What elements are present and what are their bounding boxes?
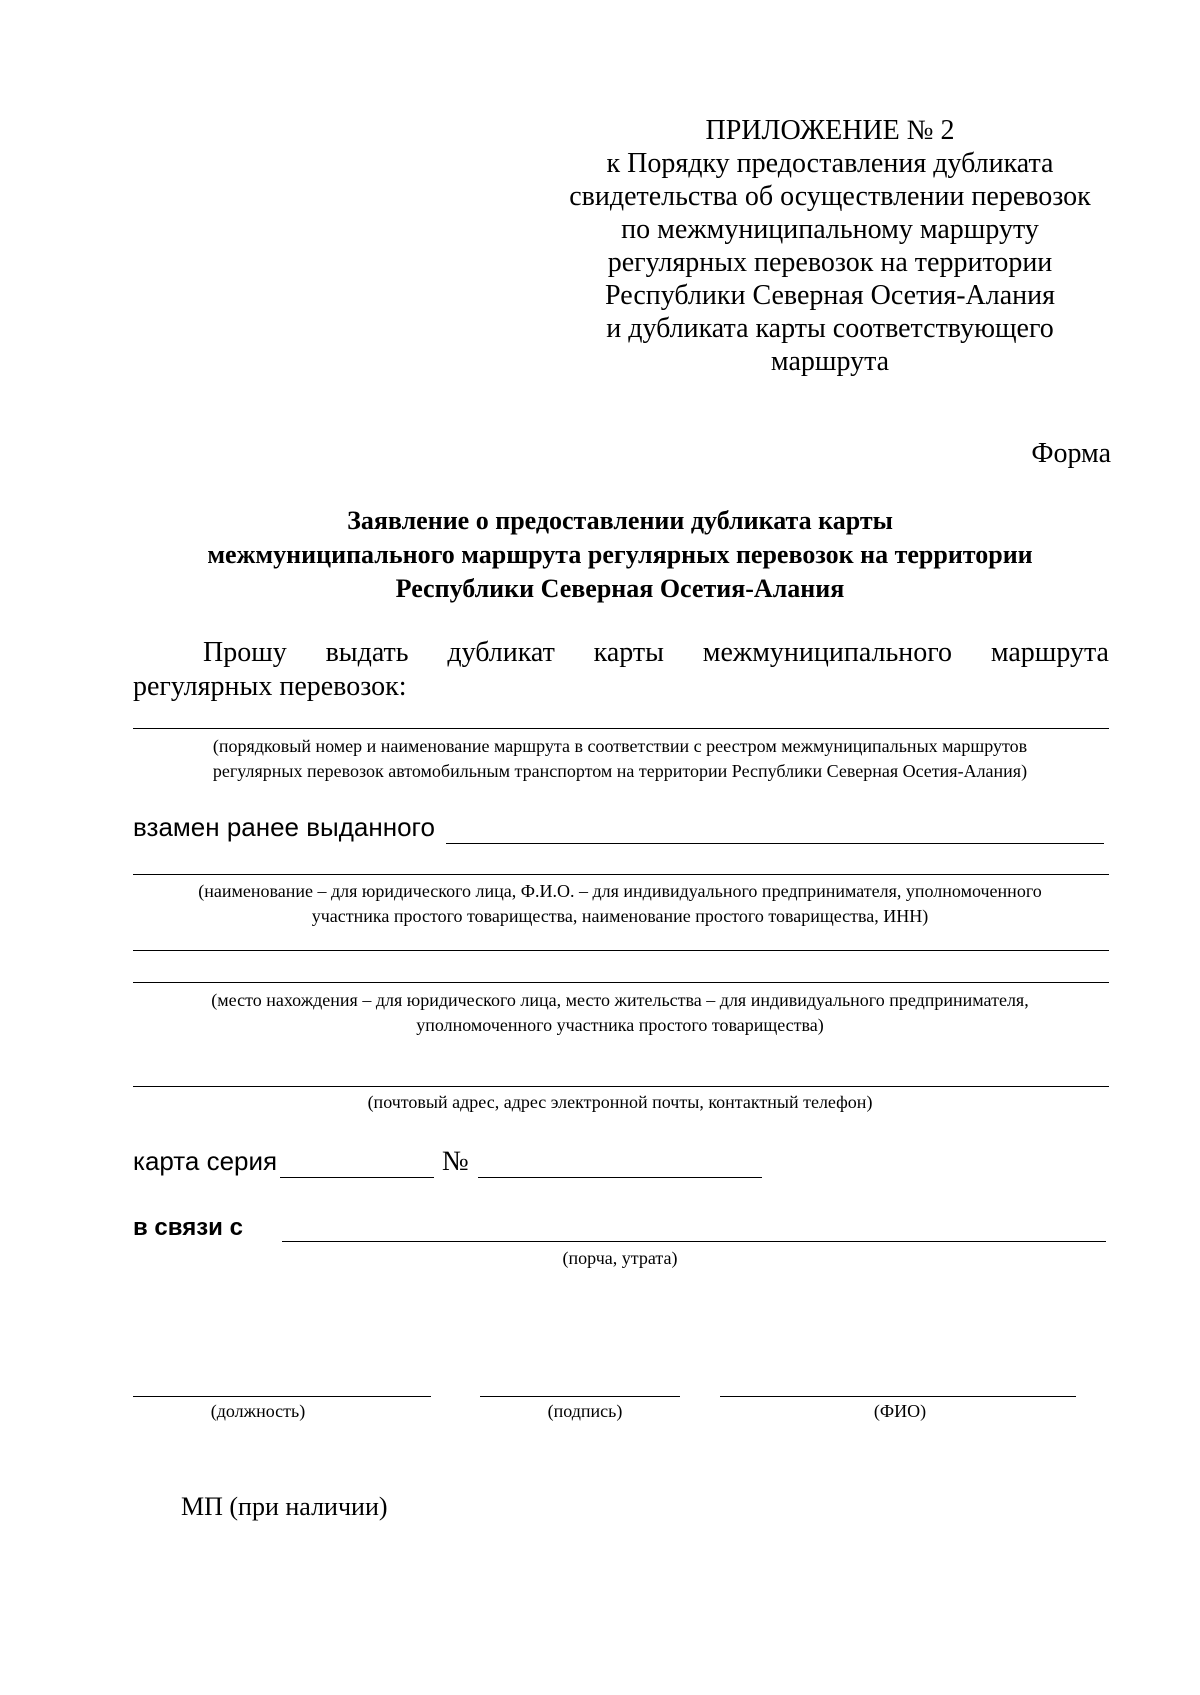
- card-number-sign: №: [442, 1146, 469, 1177]
- location-caption: [120, 988, 1120, 1038]
- caption-line: уполномоченного участника простого товарищества): [416, 1015, 824, 1035]
- appendix-line: по межмуниципальному маршруту: [621, 214, 1039, 245]
- request-first-line: [133, 636, 1109, 670]
- caption-line: участника простого товарищества, наименование простого товарищества, ИНН): [311, 906, 929, 926]
- position-caption: [133, 1399, 383, 1424]
- seal-label: МП (при наличии): [181, 1492, 388, 1521]
- request-word: межмуниципального: [702, 637, 953, 668]
- reason-caption: [450, 1246, 790, 1271]
- request-word: маршрута: [990, 637, 1109, 668]
- request-paragraph: [133, 636, 1109, 704]
- caption-line: (ФИО): [873, 1401, 927, 1421]
- fio-caption: [810, 1399, 990, 1424]
- appendix-line: Республики Северная Осетия-Алания: [605, 280, 1055, 311]
- instead-of-fill-line[interactable]: [446, 843, 1104, 844]
- request-word: дубликат: [447, 637, 555, 668]
- caption-line: (порча, утрата): [562, 1248, 678, 1268]
- appendix-line: ПРИЛОЖЕНИЕ № 2: [705, 115, 955, 146]
- title-line: межмуниципального маршрута регулярных перевозок на территории: [207, 540, 1033, 569]
- appendix-line: регулярных перевозок на территории: [607, 247, 1053, 278]
- request-word: карты: [593, 637, 664, 668]
- route-caption: [120, 734, 1120, 784]
- name-fill-line[interactable]: [133, 874, 1109, 875]
- card-number-fill-line[interactable]: [478, 1177, 762, 1178]
- request-word: выдать: [325, 637, 409, 668]
- title-line: Республики Северная Осетия-Алания: [395, 574, 845, 603]
- appendix-header: [560, 114, 1100, 378]
- caption-line: (подпись): [547, 1401, 623, 1421]
- position-fill-line[interactable]: [133, 1396, 431, 1397]
- form-label: Форма: [1031, 438, 1111, 469]
- caption-line: (должность): [210, 1401, 306, 1421]
- card-series-label: карта серия: [133, 1146, 278, 1176]
- name-caption: [120, 879, 1120, 929]
- caption-line: (почтовый адрес, адрес электронной почты, контактный телефон): [367, 1092, 873, 1112]
- location-fill-line-2[interactable]: [133, 982, 1109, 983]
- caption-line: (место нахождения – для юридического лица, место жительства – для индивидуального предпринимателя,: [211, 990, 1029, 1010]
- signature-caption: [480, 1399, 690, 1424]
- appendix-line: и дубликата карты соответствующего: [606, 313, 1054, 344]
- card-series-fill-line[interactable]: [280, 1177, 434, 1178]
- caption-line: (порядковый номер и наименование маршрута в соответствии с реестром межмуниципальных маршрутов: [212, 736, 1028, 756]
- route-fill-line[interactable]: [133, 728, 1109, 729]
- request-second-line: регулярных перевозок:: [133, 671, 407, 702]
- appendix-line: к Порядку предоставления дубликата: [606, 148, 1054, 179]
- caption-line: регулярных перевозок автомобильным транспортом на территории Республики Северная Осетия-Алания): [212, 761, 1028, 781]
- fio-fill-line[interactable]: [720, 1396, 1076, 1397]
- appendix-line: свидетельства об осуществлении перевозок: [569, 181, 1091, 212]
- instead-of-label: взамен ранее выданного: [133, 812, 435, 842]
- request-word: Прошу: [203, 637, 287, 668]
- contacts-caption: [120, 1090, 1120, 1115]
- reason-fill-line[interactable]: [282, 1241, 1106, 1242]
- caption-line: (наименование – для юридического лица, Ф.И.О. – для индивидуального предпринимателя, уполномоченного: [198, 881, 1042, 901]
- appendix-line: маршрута: [770, 346, 890, 377]
- contacts-fill-line[interactable]: [133, 1086, 1109, 1087]
- title-line: Заявление о предоставлении дубликата карты: [347, 506, 893, 535]
- due-to-label: в связи с: [133, 1214, 243, 1241]
- document-title: [130, 504, 1110, 606]
- location-fill-line-1[interactable]: [133, 950, 1109, 951]
- signature-fill-line[interactable]: [480, 1396, 680, 1397]
